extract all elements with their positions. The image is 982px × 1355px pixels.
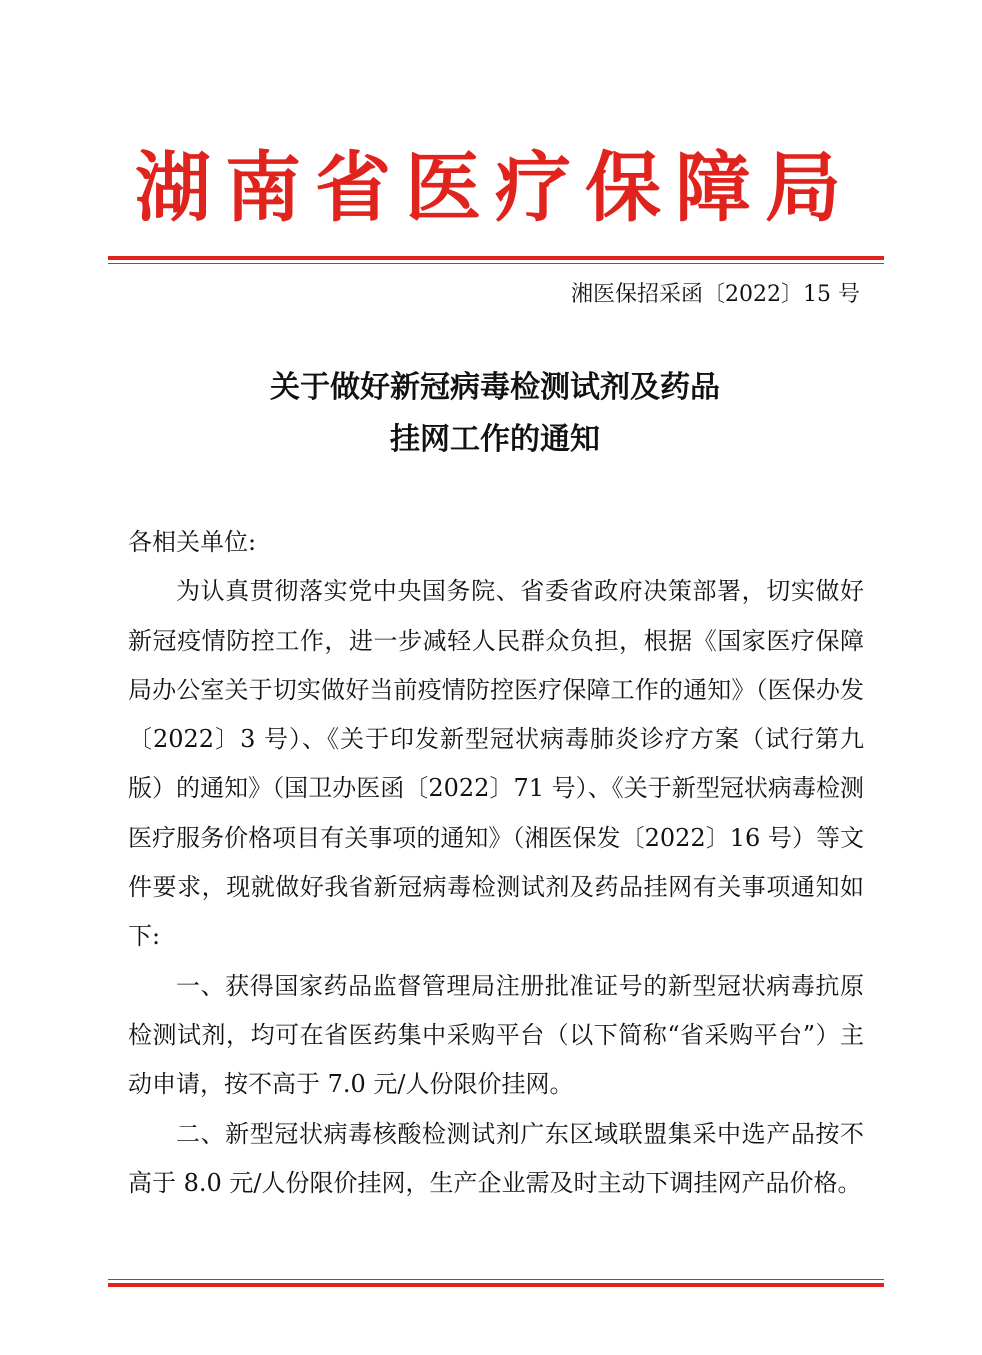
footer-red-rule (108, 1279, 884, 1287)
red-rule-thin (108, 263, 884, 264)
body-paragraph-item-1: 一、获得国家药品监督管理局注册批准证号的新型冠状病毒抗原检测试剂，均可在省医药集中采购平台（以下简称“省采购平台”）主动申请，按不高于 7.0 元/人份限价挂网。 (128, 971, 864, 1099)
body-paragraph-item-2: 二、新型冠状病毒核酸检测试剂广东区域联盟集采中选产品按不高于 8.0 元/人份限价挂网，生产企业需及时主动下调挂网产品价格。 (128, 1119, 864, 1197)
title-line-1: 关于做好新冠病毒检测试剂及药品 (270, 370, 720, 405)
document-title (100, 362, 890, 466)
document-body (128, 518, 864, 1208)
issuing-authority-header: 湖南省医疗保障局 (135, 143, 855, 232)
salutation: 各相关单位: (128, 528, 257, 556)
red-rule-thick (108, 1283, 884, 1287)
body-paragraph-intro: 为认真贯彻落实党中央国务院、省委省政府决策部署，切实做好新冠疫情防控工作，进一步减轻人民群众负担，根据《国家医疗保障局办公室关于切实做好当前疫情防控医疗保障工作的通知》（医保办发〔2022〕3 号）、《关于印发新型冠状病毒肺炎诊疗方案（试行第九版）的通知》（国卫办医函〔2022〕71 号）、《关于新型冠状病毒检测医疗服务价格项目有关事项的通知》（湘医保发〔2022〕16 号）等文件要求，现就做好我省新冠病毒检测试剂及药品挂网有关事项通知如下: (128, 577, 864, 951)
header-red-rule (108, 256, 884, 264)
document-number: 湘医保招采函〔2022〕15 号 (571, 282, 860, 307)
title-line-2: 挂网工作的通知 (390, 422, 600, 457)
